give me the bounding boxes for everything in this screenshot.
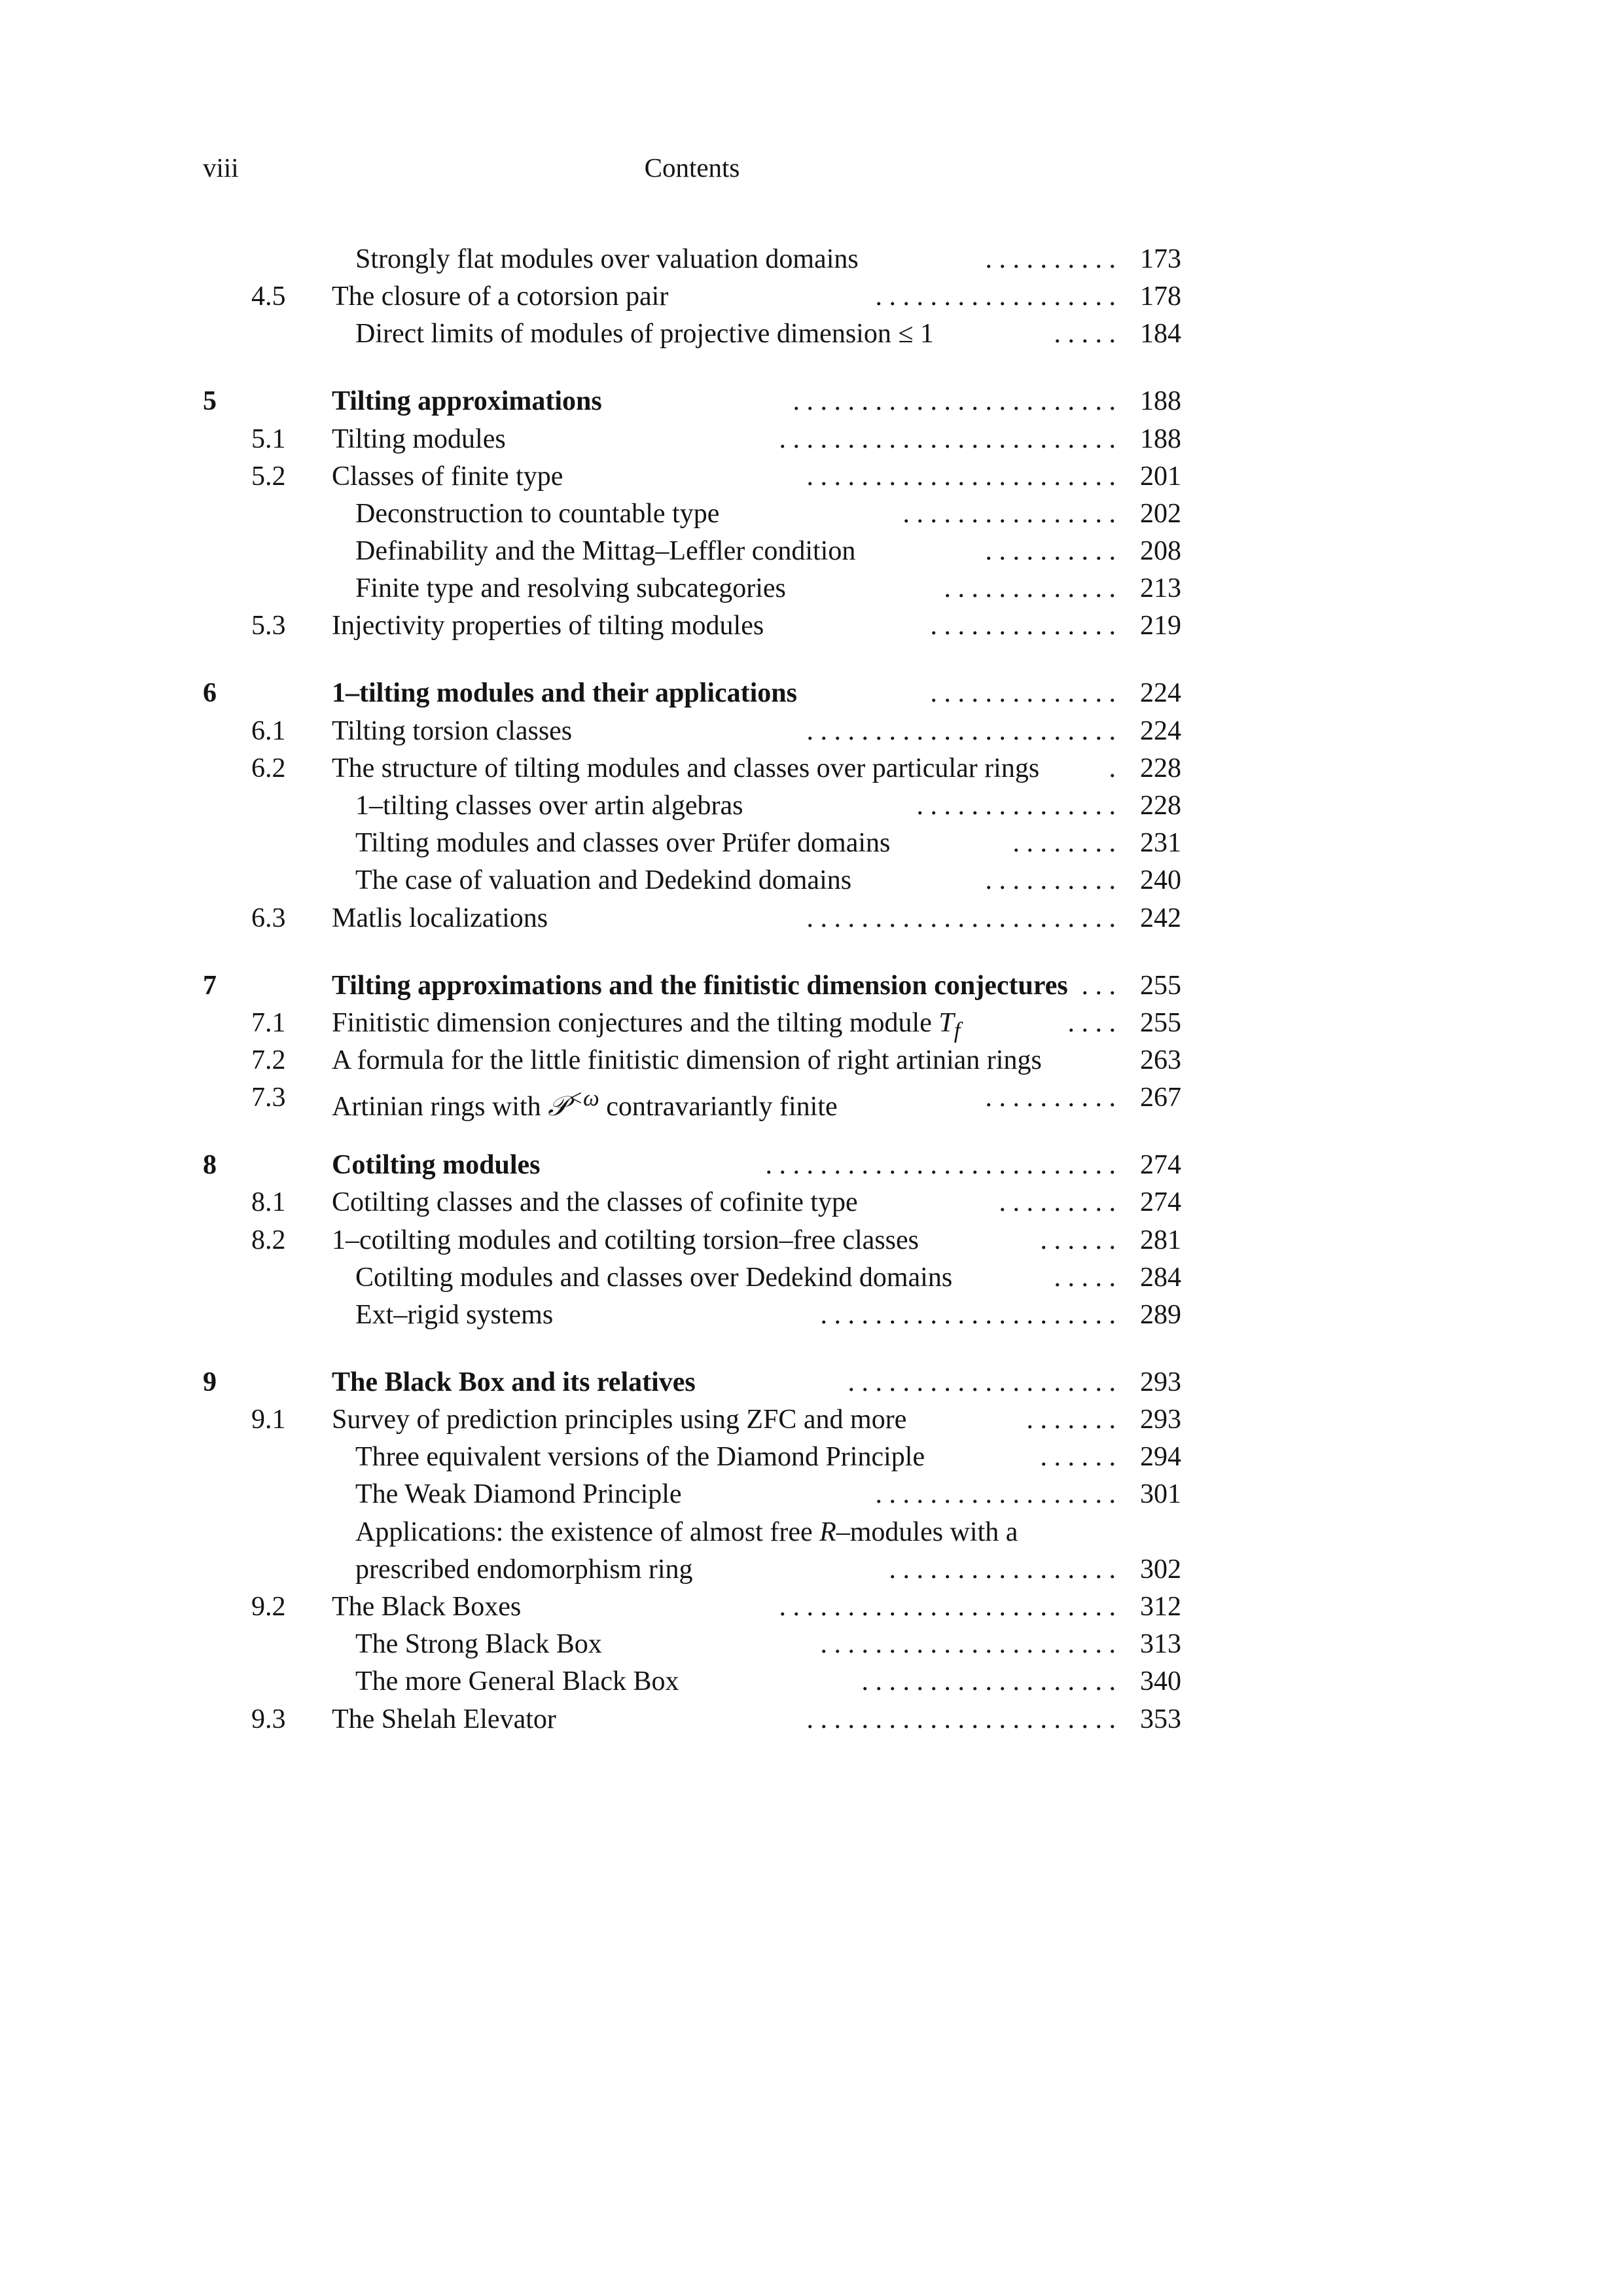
chapter-title: 1–tilting modules and their applications: [332, 678, 798, 709]
toc-leader: . . . . .: [1054, 1262, 1116, 1293]
math-symbol: 𝒫: [548, 1092, 568, 1122]
toc-page: 312: [1140, 1591, 1181, 1622]
toc-row: [203, 1701, 1181, 1738]
toc-row: [203, 1439, 1181, 1476]
page-number: viii: [203, 152, 239, 183]
toc-leader: . . . . . . . . . . . . . . . . . . . .: [847, 1367, 1116, 1397]
toc-title: prescribed endomorphism ring: [355, 1554, 693, 1585]
toc-leader: . . . . . . . . . . . . .: [944, 573, 1116, 604]
math-superscript: <ω: [567, 1085, 599, 1111]
section-number: 4.5: [251, 281, 286, 312]
toc-title: The closure of a cotorsion pair: [332, 281, 669, 312]
toc-title: Finite type and resolving subcategories: [355, 573, 786, 604]
toc-page: 281: [1140, 1225, 1181, 1255]
toc-page: 184: [1140, 319, 1181, 350]
toc-leader: . . . . . . . . . . . . . . . .: [902, 498, 1116, 529]
toc-title: Strongly flat modules over valuation domains: [355, 244, 859, 274]
toc-leader: . . . . . .: [1040, 1225, 1116, 1255]
toc-page: 240: [1140, 865, 1181, 896]
toc-page: 231: [1140, 828, 1181, 859]
toc-page: 293: [1140, 1405, 1181, 1435]
toc-title: The Strong Black Box: [355, 1629, 602, 1660]
toc-leader: . . . . . . . . . .: [985, 536, 1116, 567]
toc-page: 208: [1140, 536, 1181, 567]
math-symbol: T: [938, 1007, 954, 1038]
toc-title: A formula for the little finitistic dimension of right artinian rings: [332, 1045, 1042, 1075]
toc-page: 178: [1140, 281, 1181, 312]
toc-row: [203, 750, 1181, 787]
toc-page: 188: [1140, 386, 1181, 417]
toc-page: 313: [1140, 1629, 1181, 1660]
toc-title: Classes of finite type: [332, 461, 563, 492]
toc-title-text: Finitistic dimension conjectures and the tilting module: [332, 1007, 932, 1038]
toc-row: [203, 1079, 1181, 1122]
toc-page: 224: [1140, 678, 1181, 709]
section-number: 9.3: [251, 1704, 286, 1734]
toc-page: 340: [1140, 1666, 1181, 1697]
toc-row: [203, 1184, 1181, 1221]
toc-row: [203, 241, 1181, 278]
toc-page: 284: [1140, 1262, 1181, 1293]
chapter-number: 7: [203, 970, 217, 1001]
toc-leader: . . . . . . . . . .: [985, 244, 1116, 274]
toc-row: [203, 1401, 1181, 1439]
toc-page: 213: [1140, 573, 1181, 604]
toc-leader: . . . . . . . . . . . . . . . . . . . . . . . . . .: [765, 1150, 1116, 1181]
toc-leader: . . . . . . . . . . . . . .: [930, 678, 1116, 709]
toc-page: 263: [1140, 1045, 1181, 1075]
chapter-number: 5: [203, 386, 217, 417]
toc-title: Tilting torsion classes: [332, 715, 573, 746]
toc-page: 274: [1140, 1150, 1181, 1181]
chapter-title: Tilting approximations: [332, 386, 602, 417]
toc-leader: . . . . . . . . . .: [985, 865, 1116, 896]
section-number: 6.3: [251, 903, 286, 933]
toc-leader: . . . . . . . . . . . . . . . . . .: [875, 281, 1116, 312]
toc-leader: .: [1109, 753, 1116, 783]
toc-page: 228: [1140, 753, 1181, 783]
toc-page: 224: [1140, 715, 1181, 746]
toc-row: [203, 862, 1181, 899]
toc-page: 301: [1140, 1479, 1181, 1510]
toc-row: [203, 1626, 1181, 1663]
toc-leader: . . . . . . . . .: [999, 1187, 1116, 1218]
toc-title: The Weak Diamond Principle: [355, 1479, 682, 1510]
toc-row: [203, 421, 1181, 458]
chapter-title: The Black Box and its relatives: [332, 1367, 696, 1397]
section-number: 7.1: [251, 1007, 286, 1038]
toc-row: [203, 825, 1181, 862]
toc-row: [203, 458, 1181, 495]
toc-row: [203, 787, 1181, 825]
toc-row: [203, 1476, 1181, 1513]
toc-leader: . . .: [1081, 970, 1116, 1001]
toc-title: Direct limits of modules of projective dimension ≤ 1: [355, 319, 934, 350]
toc-leader: . . . . . . . . . . . . . .: [930, 611, 1116, 641]
section-number: 8.2: [251, 1225, 286, 1255]
toc-title: Deconstruction to countable type: [355, 498, 720, 529]
toc-page: 255: [1140, 970, 1181, 1001]
toc-title: Cotilting modules and classes over Dedekind domains: [355, 1262, 953, 1293]
math-subscript: f: [954, 1017, 961, 1043]
toc-page: 294: [1140, 1442, 1181, 1473]
toc-leader: . . . . . . . . . . . . . . . . . . . . . . .: [806, 461, 1116, 492]
toc-row: [203, 1551, 1181, 1588]
toc-title: Cotilting classes and the classes of cofinite type: [332, 1187, 858, 1218]
section-number: 9.2: [251, 1591, 286, 1622]
toc-leader: . . . . . . . . . .: [985, 1083, 1116, 1113]
section-number: 5.3: [251, 611, 286, 641]
toc-page: 274: [1140, 1187, 1181, 1218]
toc-page: 173: [1140, 244, 1181, 274]
toc-title: Matlis localizations: [332, 903, 548, 933]
toc-leader: . . . . . . . . . . . . . . . . .: [889, 1554, 1116, 1585]
toc-row: [203, 607, 1181, 645]
toc-row: [203, 570, 1181, 607]
toc-title-text: Applications: the existence of almost free: [355, 1516, 813, 1547]
section-number: 8.1: [251, 1187, 286, 1218]
section-number: 7.2: [251, 1045, 286, 1075]
toc-row: [203, 1663, 1181, 1700]
toc-page: 242: [1140, 903, 1181, 933]
toc-row: [203, 1005, 1181, 1042]
chapter-row: [203, 675, 1181, 712]
toc-row: [203, 495, 1181, 533]
toc-title-text: contravariantly finite: [606, 1092, 838, 1122]
toc-page: 228: [1140, 791, 1181, 821]
chapter-number: 9: [203, 1367, 217, 1397]
toc-title: Tilting modules and classes over Prüfer domains: [355, 828, 891, 859]
section-number: 9.1: [251, 1405, 286, 1435]
toc-leader: . . . . . . . . . . . . . . . . . . . . . .: [820, 1299, 1116, 1330]
toc-leader: . . . . . . . .: [1012, 828, 1116, 859]
toc-row: [203, 1297, 1181, 1334]
toc-title: Injectivity properties of tilting modules: [332, 611, 764, 641]
toc-title: 1–tilting classes over artin algebras: [355, 791, 743, 821]
toc-row-continued: [203, 1514, 1181, 1551]
chapter-number: 8: [203, 1150, 217, 1181]
table-of-contents: [203, 241, 1181, 1738]
toc-leader: . . . . . . . . . . . . . . . . . .: [875, 1479, 1116, 1510]
toc-page: 293: [1140, 1367, 1181, 1397]
toc-title: Tilting modules: [332, 423, 506, 454]
chapter-row: [203, 383, 1181, 420]
toc-title: Three equivalent versions of the Diamond Principle: [355, 1442, 925, 1473]
toc-leader: . . . . . . . . . . . . . . . . . . .: [861, 1666, 1116, 1697]
toc-page: 219: [1140, 611, 1181, 641]
chapter-title: Cotilting modules: [332, 1150, 541, 1181]
math-symbol: R: [819, 1516, 836, 1547]
section-number: 5.1: [251, 423, 286, 454]
toc-title: Ext–rigid systems: [355, 1299, 554, 1330]
toc-leader: . . . . . . . . . . . . . . . . . . . . . . .: [806, 903, 1116, 933]
toc-title: The structure of tilting modules and classes over particular rings: [332, 753, 1040, 783]
chapter-title: Tilting approximations and the finitistic dimension conjectures: [332, 970, 1068, 1001]
toc-page: 267: [1140, 1083, 1181, 1113]
chapter-row: [203, 1364, 1181, 1401]
chapter-number: 6: [203, 678, 217, 709]
toc-leader: . . . . . . . . . . . . . . . . . . . . . . . .: [793, 386, 1116, 417]
toc-title: Definability and the Mittag–Leffler condition: [355, 536, 856, 567]
toc-leader: . . . . . . . . . . . . . . .: [916, 791, 1116, 821]
toc-page: 201: [1140, 461, 1181, 492]
toc-page: 353: [1140, 1704, 1181, 1734]
toc-leader: . . . . . . . . . . . . . . . . . . . . . . . . .: [779, 1591, 1116, 1622]
toc-page: 302: [1140, 1554, 1181, 1585]
toc-page: 202: [1140, 498, 1181, 529]
toc-row: [203, 1042, 1181, 1079]
toc-leader: . . . . . . . . . . . . . . . . . . . . . . . . .: [779, 423, 1116, 454]
running-title: Contents: [644, 152, 740, 183]
toc-title: Survey of prediction principles using ZFC and more: [332, 1405, 907, 1435]
toc-title: The Shelah Elevator: [332, 1704, 556, 1734]
toc-title: 1–cotilting modules and cotilting torsion–free classes: [332, 1225, 919, 1255]
toc-title-text: –modules with a: [836, 1516, 1018, 1547]
toc-row: [203, 1259, 1181, 1297]
section-number: 5.2: [251, 461, 286, 492]
toc-row: [203, 1222, 1181, 1259]
toc-leader: . . . . .: [1054, 319, 1116, 350]
toc-leader: . . . . . . .: [1026, 1405, 1116, 1435]
toc-row: [203, 315, 1181, 353]
toc-leader: [1042, 1042, 1124, 1079]
section-number: 6.2: [251, 753, 286, 783]
toc-title: [332, 1079, 838, 1126]
toc-leader: . . . . . . . . . . . . . . . . . . . . . . .: [806, 1704, 1116, 1734]
toc-leader: . . . .: [1067, 1007, 1116, 1038]
toc-page: 255: [1140, 1007, 1181, 1038]
toc-title: The case of valuation and Dedekind domains: [355, 865, 852, 896]
toc-row: [203, 713, 1181, 750]
toc-row: [203, 533, 1181, 570]
toc-page: 188: [1140, 423, 1181, 454]
section-number: 7.3: [251, 1083, 286, 1113]
chapter-row: [203, 967, 1181, 1005]
toc-leader: . . . . . . . . . . . . . . . . . . . . . . .: [806, 715, 1116, 746]
toc-row: [203, 278, 1181, 315]
toc-title: The more General Black Box: [355, 1666, 679, 1697]
toc-leader: . . . . . .: [1040, 1442, 1116, 1473]
toc-row: [203, 1588, 1181, 1626]
toc-title-text: Artinian rings with: [332, 1092, 541, 1122]
toc-row: [203, 900, 1181, 937]
chapter-row: [203, 1147, 1181, 1184]
page-header: [203, 152, 1181, 191]
toc-leader: . . . . . . . . . . . . . . . . . . . . . .: [820, 1629, 1116, 1660]
toc-title: The Black Boxes: [332, 1591, 522, 1622]
toc-title: [355, 1514, 1018, 1551]
section-number: 6.1: [251, 715, 286, 746]
toc-page: 289: [1140, 1299, 1181, 1330]
